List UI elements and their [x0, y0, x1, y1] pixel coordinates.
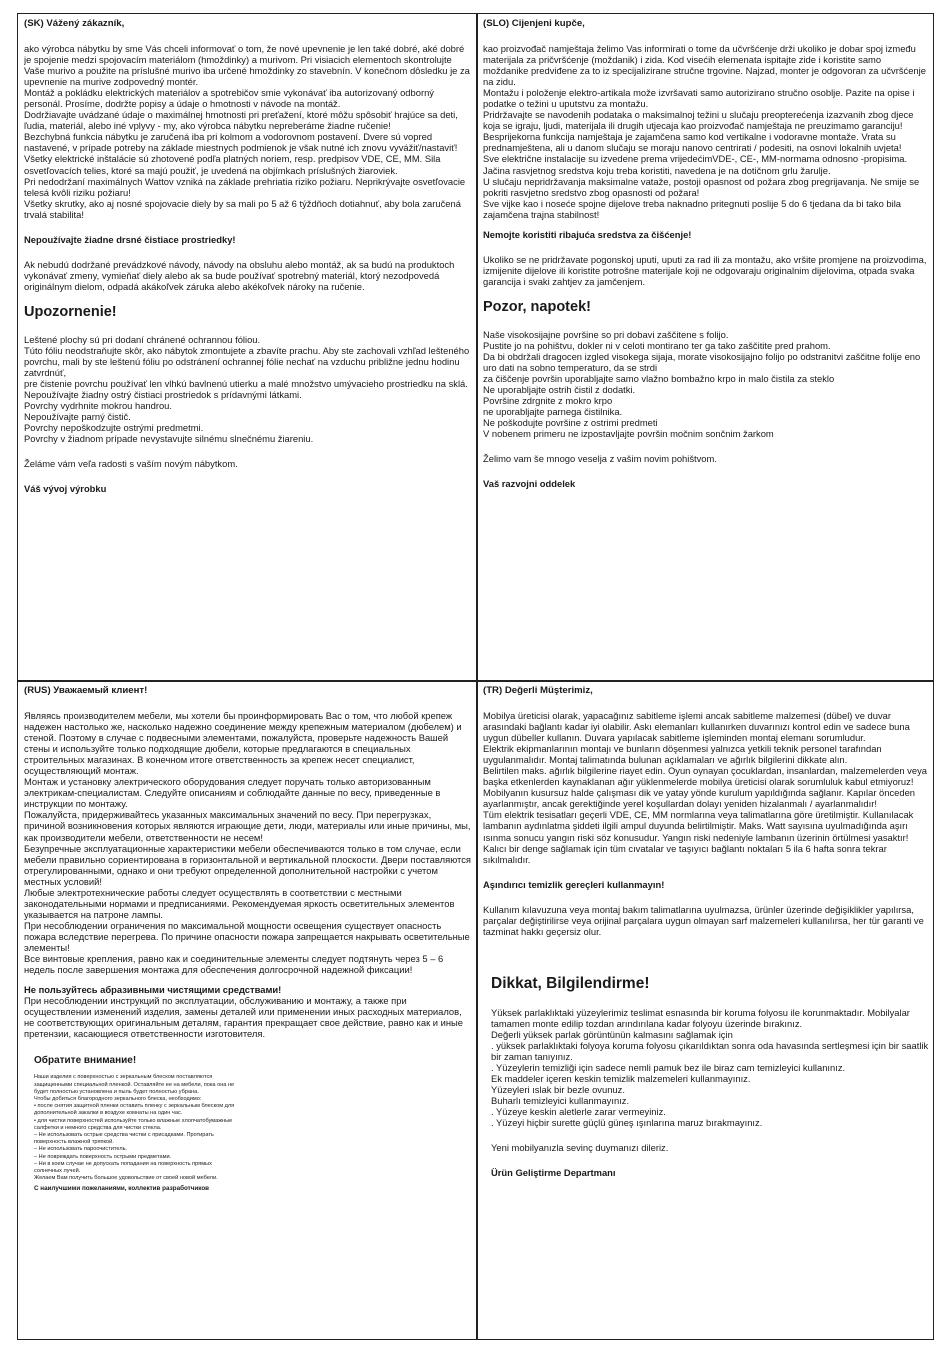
sk-warning-8: Povrchy v žiadnom prípade nevystavujte silnému slnečnému žiareniu. — [24, 433, 314, 445]
sk-warning-3: pre čistenie povrchu používať len vlhkú bavlnenú utierku a malé množstvo umývacieho prostriedku na sklá. — [24, 378, 468, 390]
slo-signature: Vaš razvojni oddelek — [483, 478, 576, 490]
sk-signature: Váš vývoj výrobku — [24, 483, 107, 495]
rus-warranty-text: При несоблюдении инструкций по эксплуатации, обслуживанию и монтажу, а также при осуществлении изменений изделия, замены деталей или применении иных расходных материалов, не соответствующих оригинальным деталям, гарантия прекращает свое действие, равно как и иные претензии, касающиеся ответственности изготовителя. — [24, 995, 463, 1040]
rus-note-1: Наши изделия с поверхностью с зеркальным блеском поставляются защищенными специальной пленкой. Оставляйте ее на мебели, пока она не будет полностью установлена и пыль будет полностью убрана. — [34, 1074, 235, 1095]
rus-note-6: – Не использовать пароочиститель. — [34, 1146, 128, 1153]
slo-warning-6: Površine zdrgnite z mokro krpo — [483, 395, 613, 407]
slo-header: (SLO) Cijenjeni kupče, — [483, 18, 585, 29]
rus-note-8: – Ни в коем случае не допускать попадания на поверхность прямых солнечных лучей. — [34, 1160, 212, 1174]
slo-warning-5: Ne uporabljajte ostrih čistil z dodatki. — [483, 384, 636, 396]
sk-intro-6: Pri nedodržaní maximálnych Wattov vzniká na základe prehriatia riziko požiaru. Neprikrývajte osvetľovacie telesá kvôli riziku požiaru! — [24, 175, 466, 198]
tr-bold-notice: Aşındırıcı temizlik gereçleri kullanmayın! — [483, 878, 665, 890]
row-divider — [18, 680, 933, 682]
rus-note-signature: С наилучшими пожеланиями, коллектив разработчиков — [34, 1185, 210, 1193]
tr-warning-2: Değerli yüksek parlak görüntünün kalmasını sağlamak için — [491, 1028, 733, 1040]
section-tr — [483, 685, 929, 1337]
tr-closing: Yeni mobilyanızla sevinç duymanızı dileriz. — [491, 1142, 669, 1154]
tr-warning-box — [491, 975, 929, 1179]
slo-warning-8: Ne poškodujte površine z ostrimi predmeti — [483, 417, 658, 429]
tr-header: (TR) Değerli Müşterimiz, — [483, 685, 593, 696]
rus-intro-1: Являясь производителем мебели, мы хотели бы проинформировать Вас о том, что любой крепеж надежен настолько же, насколько надежно соединение между крепежным материалом (дюбелем) и стеной. Поэтому в случае с подвесными элементами, пожалуйста, проверьте надежность Вашей стены и используйте только подходящие дюбели, которые предлагаются в специальных строительных магазинах. В конечном итоге ответственность за крепеж несет специалист, осуществляющий монтаж. — [24, 710, 462, 777]
rus-intro-4: Безупречные эксплуатационные характеристики мебели обеспечиваются только в том случае, если мебели правильно сориентирована в горизонтальной и вертикальной плоскости. Двери поставляются отрегулированными, однако и они требуют определенной дополнительной настройки с учетом местных условий! — [24, 842, 471, 887]
tr-intro-4: Mobilyanın kusursuz halde çalışması dik ve yatay yönde kurulum yapıldığında sağlanır. Kapılar önceden ayarlanmıştır, ancak gerektiğinde yerel koşullardan dolayı yeniden hizalanmalı / ayarlanmalıdır! — [483, 787, 916, 810]
slo-warning-4: za čiščenje površin uporabljajte samo vlažno bombažno krpo in malo čistila za steklo — [483, 373, 835, 385]
rus-intro-7: Все винтовые крепления, равно как и соединительные элементы следует подтянуть через 5 – 6 недель после завершения монтажа для обеспечения долгосрочной надежной фиксации! — [24, 953, 444, 976]
sk-warranty-text: Ak nebudú dodržané prevádzkové návody, návody na obsluhu alebo montáž, ak sa budú na produktoch vykonávať zmeny, vymieňať diely alebo ak sa bude používať spotrebný materiál, ktorý nezodpovedá originálnym dielom, odpadá akákoľvek záruka alebo akékoľvek nároky na ručenie. — [24, 258, 455, 292]
sk-intro-5: Všetky elektrické inštalácie sú zhotovené podľa platných noriem, resp. predpisov VDE, CE, MM. Sila osvetľovacích telies, ktoré sa majú použiť, je uvedená na objímkach príslušných žiaroviek. — [24, 153, 441, 176]
sk-warning-5: Povrchy vydrhnite mokrou handrou. — [24, 400, 172, 412]
slo-intro-1: kao proizvođač namještaja želimo Vas informirati o tome da učvršćenje drži ukoliko je dobar spoj između materijala za pričvršćenje (moždanik) i zida. Kod visećih elemenata ispitajte zide i koristite samo moždanike predviđene za to iz specijalizirane stručne trgovine. Najzad, monter je odgovoran za učvršćenje na zidu. — [483, 43, 926, 88]
slo-warning-3: Da bi obdržali dragocen izgled visokega sijaja, morate visokosijajno folijo po odstranitvi zaščitne folije eno uro dati na sobno temperaturo, da se strdi — [483, 351, 921, 374]
tr-intro-3: Belirtilen maks. ağırlık bilgilerine riayet edin. Oyun oynayan çocuklardan, insanlardan, malzemelerden veya başka etkenlerden kaynaklanan ağır yüklenmelerde mobilya üreticisi olarak sorumluluk kabul etmiyoruz! — [483, 765, 927, 788]
sk-intro-3: Dodržiavajte uvádzané údaje o maximálnej hmotnosti pri preťažení, ktoré môžu spôsobiť hrajúce sa deti, ľudia, materiál, alebo iné vplyvy - my, ako výrobca nábytku nepreberáme žiadne ručenie! — [24, 109, 458, 132]
tr-warning-1: Yüksek parlaklıktaki yüzeylerimiz teslimat esnasında bir koruma folyosu ile korunmaktadır. Mobilyalar tamamen monte edilip tozdan arındırılana kadar folyoyu üzerinde bırakınız. — [491, 1006, 910, 1029]
slo-closing: Želimo vam še mnogo veselja z vašim novim pohištvom. — [483, 453, 717, 465]
slo-warning-7: ne uporabljajte parnega čistilnika. — [483, 406, 623, 418]
rus-intro-6: При несоблюдении ограничения по максимальной мощности освещения существует опасность пожара вследствие перегрева. По причине опасности пожара запрещается накрывать осветительные элементы! — [24, 919, 470, 953]
tr-intro-2: Elektrik ekipmanlarının montajı ve bunların döşenmesi yalnızca yetkili teknik personel tarafından uygulanmalıdır. Montaj talimatında bulunan açıklamaları ve ağırlık bilgilerini dikkate alın. — [483, 743, 882, 766]
sk-intro-4: Bezchybná funkcia nábytku je zaručená iba pri kolmom a vodorovnom postavení. Dvere sú vopred nastavené, v prípade potreby na základe miestnych podmienok je však nutné ich znovu vyvážiť/nastaviť! — [24, 131, 458, 154]
rus-intro-5: Любые электротехнические работы следует осуществлять в соответствии с местными законодательными нормами и предписаниями. Рекомендуемая яркость осветительных элементов указывается на патроне лампы. — [24, 886, 455, 920]
sk-warning-4: Nepoužívajte žiadny ostrý čistiaci prostriedok s prídavnými látkami. — [24, 389, 302, 401]
tr-warning-title: Dikkat, Bilgilendirme! — [491, 974, 650, 992]
section-rus — [24, 685, 472, 1337]
slo-intro-2: Montažu i položenje elektro-artikala može izvršavati samo autorizirano stručno osoblje. Pazite na opise i podatke o težini u uputstvu za montažu. — [483, 87, 915, 110]
tr-warning-7: Buharlı temizleyici kullanmayınız. — [491, 1095, 630, 1107]
rus-header: (RUS) Уважаемый клиент! — [24, 685, 148, 696]
slo-intro-5: Sve električne instalacije su izvedene prema vrijedećimVDE-, CE-, MM-normama odnosno -propisima. Jačina rasvjetnog sredstva koju treba koristiti, navedena je na dotičnom grlu žarulje. — [483, 153, 908, 176]
sk-warning-2: Túto fóliu neodstraňujte skôr, ako nábytok zmontujete a zbavíte prachu. Aby ste zachovali vzhľad lešteného povrchu, mali by ste leštenú fóliu po odstránení ochrannej fólie nechať na vzduchu približne jednu hodinu zatvrdnúť, — [24, 344, 470, 379]
sk-warning-title: Upozornenie! — [24, 303, 117, 320]
tr-signature: Ürün Geliştirme Departmanı — [491, 1167, 616, 1179]
rus-note-7: – Не повреждать поверхность острыми предметами. — [34, 1153, 172, 1160]
tr-warning-5: Ek maddeler içeren keskin temizlik malzemeleri kullanmayınız. — [491, 1073, 751, 1085]
rus-note-5: – Не использовать острые средства чистки с присадками. Протирать поверхность влажной тряпкой. — [34, 1131, 214, 1146]
sk-closing: Želáme vám veľa radosti s vaším novým nábytkom. — [24, 458, 238, 470]
rus-intro-3: Пожалуйста, придерживайтесь указанных максимальных значений по весу. При перегрузках, причиной возникновения которых являются играющие дети, люди, материалы или иные причины, мы, как производители мебели, ответственности не несем! — [24, 809, 471, 843]
tr-warranty-text: Kullanım kılavuzuna veya montaj bakım talimatlarına uyulmazsa, ürünler üzerinde değişiklikler yapılırsa, parçalar değiştirilirse veya orijinal parçalara uygun olmayan sarf malzemeleri kullanılırsa, her tür garanti ve tazminat hakkı geçersiz olur. — [483, 903, 924, 937]
slo-warning-2: Pustite jo na pohištvu, dokler ni v celoti montirano ter ga tako zaščitite pred prahom. — [483, 339, 831, 351]
tr-warning-8: . Yüzeye keskin aletlerle zarar vermeyiniz. — [491, 1106, 666, 1118]
tr-warning-6: Yüzeyleri ıslak bir bezle ovunuz. — [491, 1084, 625, 1096]
slo-warranty-text: Ukoliko se ne pridržavate pogonskoj uputi, uputi za rad ili za montažu, ako vršite promjene na proizvodima, izmijenite dijelove ili koristite potrošne materijale koji ne odgovaraju originalnim dijelovima, otpada svaka garancija i svaki zahtjev za jamčenjem. — [483, 253, 927, 287]
rus-note-3: • после снятия защитной пленки оставить пленку с зеркальным блеском для дополнительной закалки в воздухе комнаты на один час. — [34, 1103, 235, 1117]
sk-intro-7: Všetky skrutky, ako aj nosné spojovacie diely by sa mali po 5 až 6 týždňoch dotiahnuť, aby bola zaručená trvalá stabilita! — [24, 197, 461, 220]
tr-intro-6: Kalıcı bir denge sağlamak için tüm cıvatalar ve taşıyıcı bağlantı noktaları 5 ila 6 hafta sonra tekrar sıkılmalıdır. — [483, 842, 887, 865]
rus-note-4: • для чистки поверхностей используйте только влажные хлопчатобумажные салфетки и немного средства для чистки стекла. — [34, 1117, 233, 1131]
slo-intro-7: Sve vijke kao i noseće spojne dijelove treba naknadno pritegnuti poslije 5 do 6 tjedana da bi tako bila zajamčena trajna stabilnost! — [483, 197, 901, 220]
rus-note-9: Желаем Вам получить большое удовольствие от своей новой мебели. — [34, 1175, 218, 1182]
sk-warning-1: Leštené plochy sú pri dodaní chránené ochrannou fóliou. — [24, 333, 261, 345]
rus-note-box — [34, 1055, 239, 1193]
sk-intro-1: ako výrobca nábytku by sme Vás chceli informovať o tom, že nové upevnenie je len také dobré, aké dobré je spojenie medzi spojovacím materiálom (hmoždinky) a murivom. Pri visiacich elementoch skontrolujte Vaše murivo a použite na príslušné murivo iba určené hmoždinky zo stavebnín. V konečnom dôsledku je za upevnenie na murive zodpovedný montér. — [24, 43, 470, 88]
slo-warning-1: Naše visokosijajne površine so pri dobavi zaščitene s folijo. — [483, 328, 729, 340]
slo-intro-4: Besprijekorna funkcija namještaja je zajamčena samo kod vertikalne i vodoravne montaže. Vrata su prednamještena, ali u danom slučaju se moraju nanovo centrirati / podesiti, na osnovi lokalnih uvjeta! — [483, 131, 902, 154]
tr-warning-9: . Yüzeyi hiçbir surette güçlü güneş ışınlarına maruz bırakmayınız. — [491, 1117, 763, 1129]
rus-bold-notice: Не пользуйтесь абразивными чистящими средствами! — [24, 984, 282, 996]
sk-intro-2: Montáž a pokládku elektrických materiálov a spotrebičov smie vykonávať iba autorizovaný odborný personál. Prosíme, dodržte popisy a údaje o hmotnosti v návode na montáž. — [24, 87, 434, 110]
instruction-sheet — [17, 13, 934, 1340]
slo-intro-3: Pridržavajte se navodenih podataka o maksimalnoj težini u slučaju preopterećenja izazvanih zbog djece koja se igraju, ljudi, materijala ili drugih utjecaja kao proizvođač namještaja ne preuzimamo garanciju! — [483, 109, 914, 132]
sk-warning-7: Povrchy nepoškodzujte ostrými predmetmi. — [24, 422, 204, 434]
section-sk — [24, 18, 472, 678]
sk-header: (SK) Vážený zákazník, — [24, 18, 125, 29]
slo-warning-9: V nobenem primeru ne izpostavljajte površin močnim sončnim žarkom — [483, 428, 774, 440]
tr-intro-5: Tüm elektrik tesisatları geçerli VDE, CE, MM normlarına veya talimatlarına göre üretilmiştir. Kullanılacak lambanın aydınlatma şiddeti ilgili ampul duyunda belirtilmiştir. Maks. Watt sayısına uyulmadığında aşırı ısınma sonucu yangın riski söz konusudur. Yangın riski nedeniyle lambanın üzerinin örtülmesi yasaktır! — [483, 809, 914, 843]
rus-intro-2: Монтаж и установку электрического оборудования следует поручать только авторизованным электрикам-специалистам. Следуйте описаниям и соблюдайте данные по весу, приведенные в инструкции по монтажу. — [24, 776, 441, 810]
sk-warning-6: Nepoužívajte parný čistič. — [24, 411, 131, 423]
sk-bold-notice: Nepoužívajte žiadne drsné čistiace prostriedky! — [24, 233, 236, 245]
slo-bold-notice: Nemojte koristiti ribajuća sredstva za čišćenje! — [483, 228, 692, 240]
tr-warning-3: . yüksek parlaklıktaki folyoya koruma folyosu çıkarıldıktan sonra oda havasında sertleşmesi için bir saatlik bir zaman tanıyınız. — [491, 1039, 929, 1063]
rus-note-title: Обратите внимание! — [34, 1055, 137, 1067]
section-slo — [483, 18, 929, 678]
slo-warning-title: Pozor, napotek! — [483, 298, 591, 315]
slo-intro-6: U slučaju nepridržavanja maksimalne vataže, postoji opasnost od požara zbog pregrijavanja. Ne smije se pokriti rasvjetno sredstvo zbog opasnosti od požara! — [483, 175, 920, 198]
tr-intro-1: Mobilya üreticisi olarak, yapacağınız sabitleme işlemi ancak sabitleme malzemesi (dübel) ve duvar arasındaki bağlantı kadar iyi olabilir. Askı elemanları kullanırken duvarınızı kontrol edin ve sadece buna uygun dübeller kullanın. Duvara yapılacak sabitleme işleminden montaj elemanı sorumludur. — [483, 710, 910, 744]
tr-warning-4: . Yüzeylerin temizliği için sadece nemli pamuk bez ile biraz cam temizleyici kullanınız. — [491, 1062, 846, 1074]
column-divider — [476, 14, 478, 1339]
rus-note-2: Чтобы добиться благородного зеркального блеска, необходимо: — [34, 1095, 202, 1102]
